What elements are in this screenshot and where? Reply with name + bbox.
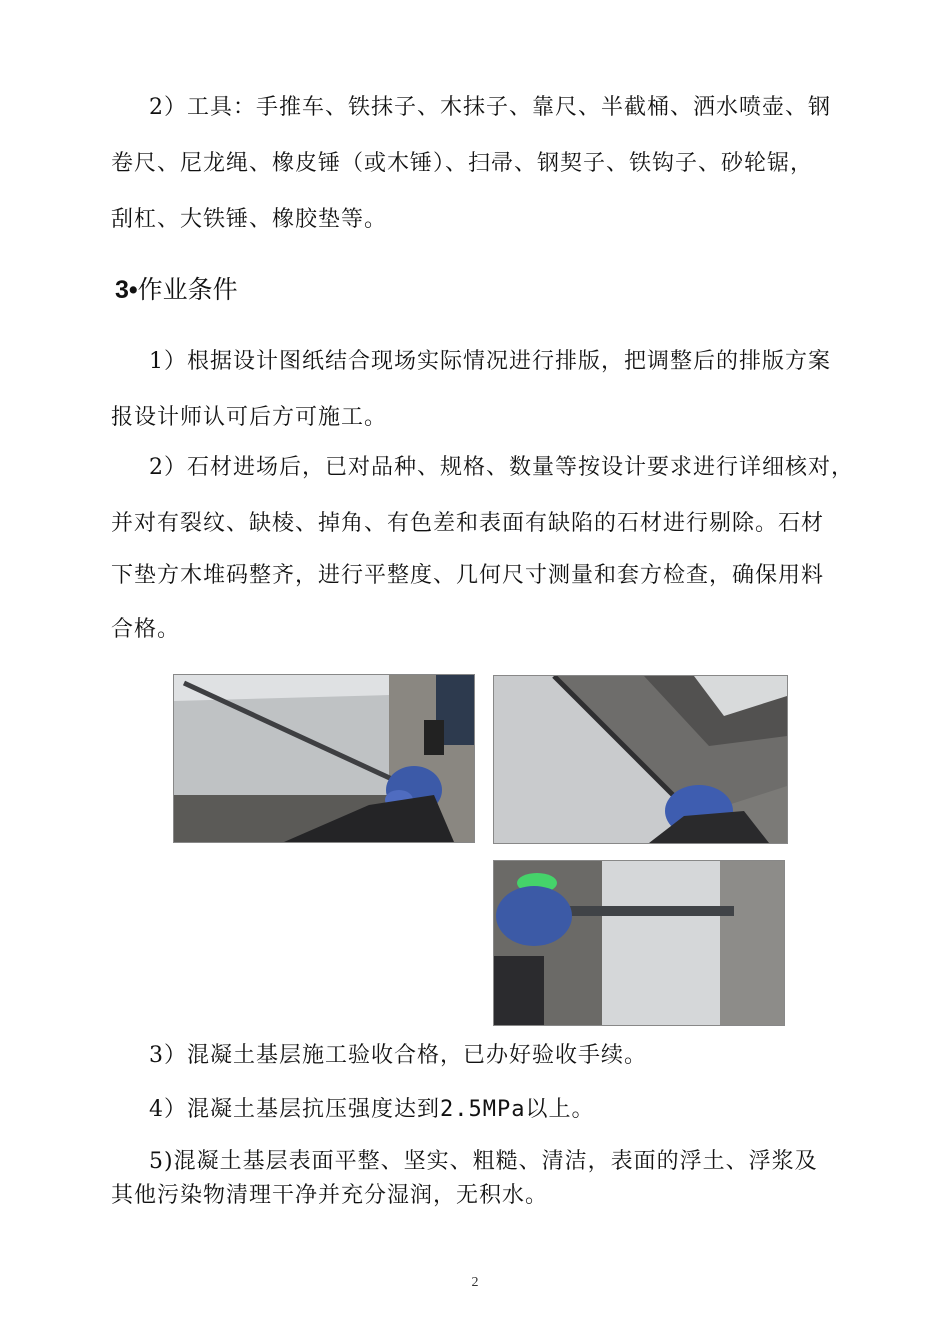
- tools-line-2: 卷尺、尼龙绳、橡皮锤（或木锤）、扫帚、钢契子、铁钩子、砂轮锯，: [111, 151, 814, 176]
- section-heading: [115, 270, 238, 310]
- tools-line-3: 刮杠、大铁锤、橡胶垫等。: [111, 207, 388, 232]
- item-2-line-2: 并对有裂纹、缺棱、掉角、有色差和表面有缺陷的石材进行剔除。石材: [111, 511, 825, 536]
- stone-tape-photo-icon: [493, 860, 785, 1026]
- item-2-line-4: 合格。: [111, 617, 181, 642]
- item-2-line-3: 下垫方木堆码整齐，进行平整度、几何尺寸测量和套方检查，确保用料: [111, 563, 825, 588]
- page-number: 2: [471, 1275, 479, 1290]
- item-1-line-1: 1）根据设计图纸结合现场实际情况进行排版，把调整后的排版方案: [149, 349, 831, 374]
- tools-line-1: 2）工具：手推车、铁抹子、木抹子、靠尺、半截桶、洒水喷壶、钢: [149, 95, 831, 120]
- item-4-value: 2.5MPa: [440, 1097, 526, 1122]
- item-5-line-2: 其他污染物清理干净并充分湿润，无积水。: [111, 1183, 549, 1208]
- item-4: [111, 1082, 871, 1138]
- item-4-prefix: 4）混凝土基层抗压强度达到: [149, 1097, 440, 1122]
- section-title: 作业条件: [137, 275, 238, 304]
- item-3: 3）混凝土基层施工验收合格，已办好验收手续。: [149, 1043, 647, 1068]
- item-4-suffix: 以上。: [525, 1097, 595, 1122]
- item-5-line-1: 5)混凝土基层表面平整、坚实、粗糙、清洁，表面的浮土、浮浆及: [149, 1149, 818, 1174]
- section-number: 3•: [115, 276, 138, 304]
- item-2-line-1: 2）石材进场后，已对品种、规格、数量等按设计要求进行详细核对，: [149, 455, 854, 480]
- stone-measure-photo-icon: [173, 674, 475, 843]
- stone-ruler-photo-icon: [493, 675, 788, 844]
- item-1-line-2: 报设计师认可后方可施工。: [111, 405, 388, 430]
